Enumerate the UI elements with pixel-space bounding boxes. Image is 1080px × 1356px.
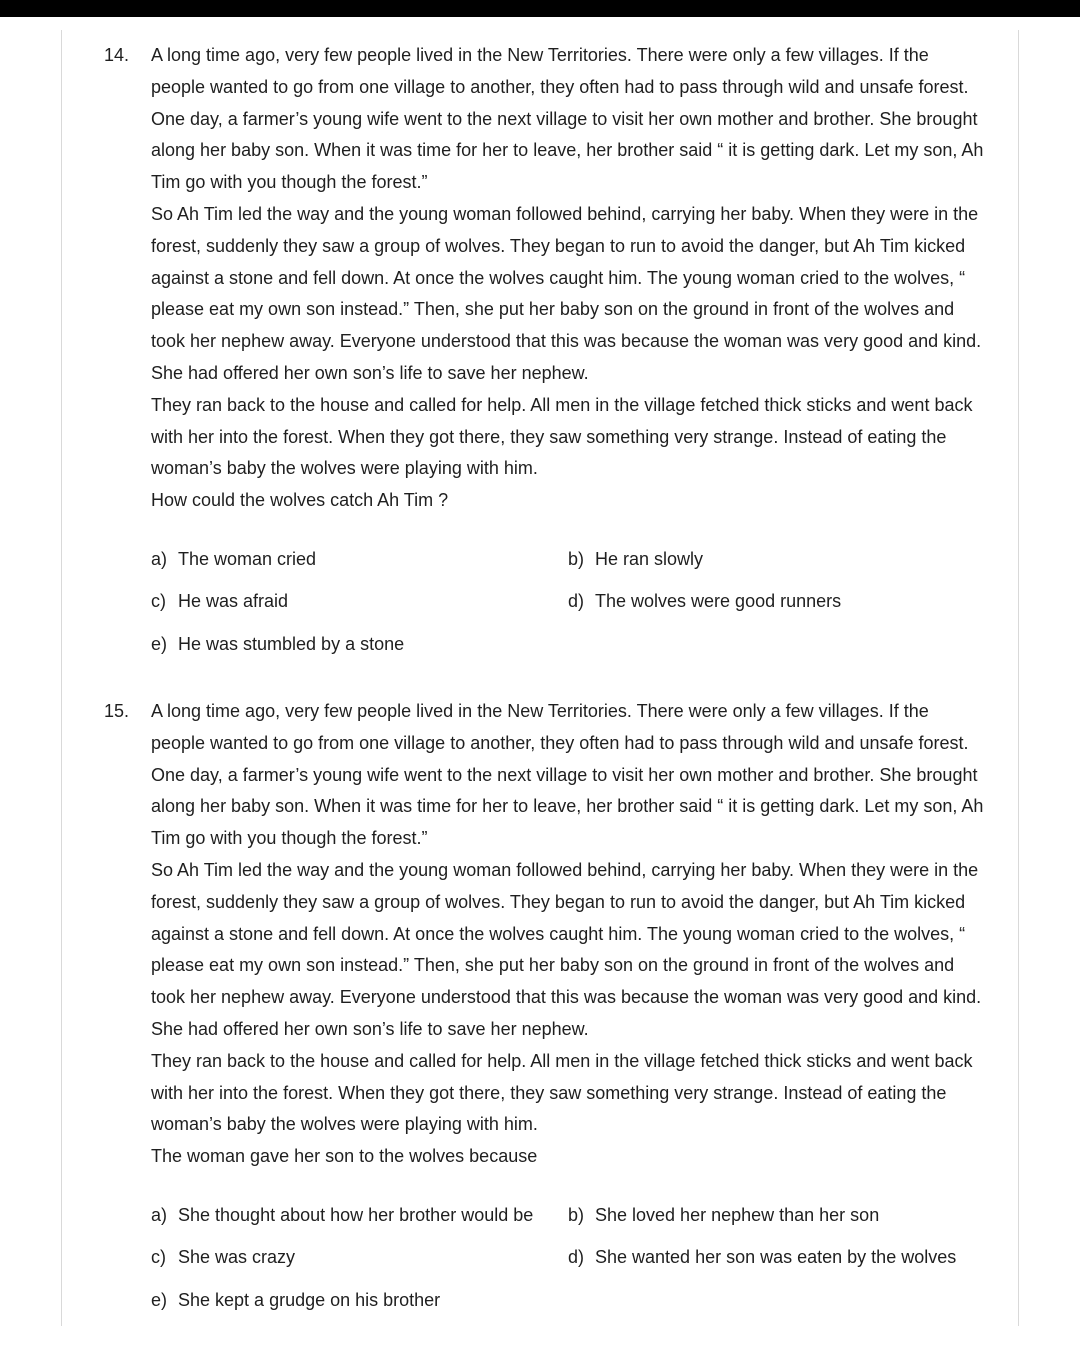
question-body: [151, 696, 984, 1173]
passage-paragraph: So Ah Tim led the way and the young woman followed behind, carrying her baby. When they were in the forest, suddenly they saw a group of wolves. They began to run to avoid the danger, but Ah Tim kicked against a stone and fell down. At once the wolves caught him. The young woman cried to the wolves, “ please eat my own son instead.” Then, she put her baby son on the ground in front of the wolves and took her nephew away. Everyone understood that this was because the woman was very good and kind. She had offered her own son’s life to save her nephew.: [151, 859, 982, 1039]
option-c[interactable]: [151, 1236, 568, 1278]
passage-paragraph: A long time ago, very few people lived in the New Territories. There were only a few villages. If the people wanted to go from one village to another, they often had to pass through wild and unsafe forest. One day, a farmer’s young wife went to the next village to visit her own mother and brother. She brought along her baby son. When it was time for her to leave, her brother said “ it is getting dark. Let my son, Ah Tim go with you though the forest.”: [151, 45, 984, 193]
question-number: 14.: [104, 45, 130, 65]
option-d[interactable]: [568, 1236, 978, 1278]
passage-paragraph: So Ah Tim led the way and the young woman followed behind, carrying her baby. When they were in the forest, suddenly they saw a group of wolves. They began to run to avoid the danger, but Ah Tim kicked against a stone and fell down. At once the wolves caught him. The young woman cried to the wolves, “ please eat my own son instead.” Then, she put her baby son on the ground in front of the wolves and took her nephew away. Everyone understood that this was because the woman was very good and kind. She had offered her own son’s life to save her nephew.: [151, 203, 982, 383]
option-e[interactable]: [151, 1279, 568, 1321]
left-margin-rule: [61, 30, 62, 1326]
option-letter: e): [151, 633, 168, 654]
option-letter: a): [151, 1204, 168, 1225]
option-letter: a): [151, 548, 168, 569]
option-b[interactable]: [568, 1194, 978, 1236]
question-prompt: The woman gave her son to the wolves because: [151, 1146, 538, 1167]
option-text: She loved her nephew than her son: [595, 1204, 880, 1225]
option-letter: e): [151, 1289, 168, 1310]
question-14: [104, 40, 984, 665]
option-text: He ran slowly: [595, 548, 704, 569]
option-letter: b): [568, 548, 585, 569]
option-letter: d): [568, 591, 585, 612]
passage-paragraph: They ran back to the house and called for help. All men in the village fetched thick sticks and went back with her into the forest. When they got there, they saw something very strange. Instead of eating the woman’s baby the wolves were playing with him.: [151, 1050, 973, 1135]
option-letter: b): [568, 1204, 585, 1225]
option-a[interactable]: [151, 1194, 568, 1236]
option-letter: c): [151, 1247, 166, 1268]
option-a[interactable]: [151, 538, 568, 580]
top-black-bar: [0, 0, 1080, 17]
option-text: He was afraid: [178, 591, 289, 612]
answer-options: [151, 1194, 984, 1321]
option-text: She kept a grudge on his brother: [178, 1289, 441, 1310]
passage-paragraph: A long time ago, very few people lived in the New Territories. There were only a few villages. If the people wanted to go from one village to another, they often had to pass through wild and unsafe forest. One day, a farmer’s young wife went to the next village to visit her own mother and brother. She brought along her baby son. When it was time for her to leave, her brother said “ it is getting dark. Let my son, Ah Tim go with you though the forest.”: [151, 701, 984, 849]
option-text: She wanted her son was eaten by the wolves: [595, 1247, 957, 1268]
option-b[interactable]: [568, 538, 978, 580]
option-text: She thought about how her brother would be: [178, 1204, 534, 1225]
question-prompt: How could the wolves catch Ah Tim ?: [151, 490, 449, 511]
answer-options: [151, 538, 984, 665]
passage-paragraph: They ran back to the house and called for help. All men in the village fetched thick sticks and went back with her into the forest. When they got there, they saw something very strange. Instead of eating the woman’s baby the wolves were playing with him.: [151, 394, 973, 479]
option-text: The wolves were good runners: [595, 591, 842, 612]
option-text: He was stumbled by a stone: [178, 633, 405, 654]
option-d[interactable]: [568, 580, 978, 622]
option-text: The woman cried: [178, 548, 317, 569]
option-e[interactable]: [151, 623, 568, 665]
option-letter: d): [568, 1247, 585, 1268]
option-letter: c): [151, 591, 166, 612]
option-text: She was crazy: [178, 1247, 296, 1268]
option-c[interactable]: [151, 580, 568, 622]
question-number: 15.: [104, 701, 130, 721]
question-body: [151, 40, 984, 517]
question-15: [104, 696, 984, 1321]
right-margin-rule: [1018, 30, 1019, 1326]
